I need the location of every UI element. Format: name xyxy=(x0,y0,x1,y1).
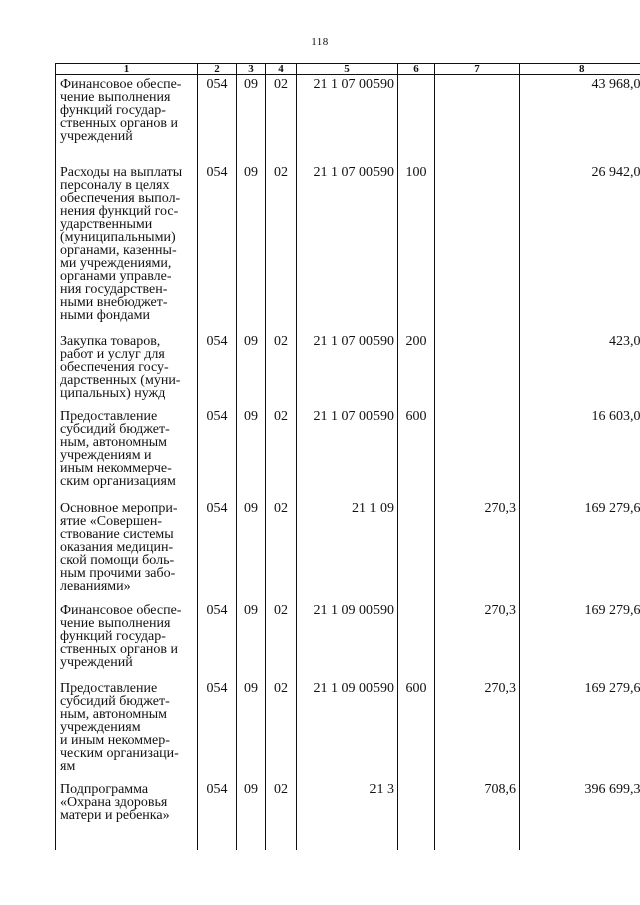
row-name-line: ческим организаци- xyxy=(60,745,179,761)
amount-col-8: 169 279,6 xyxy=(520,499,640,601)
section-code: 09 xyxy=(237,407,266,499)
amount-col-7 xyxy=(435,163,520,332)
row-name-line: Расходы на выплаты xyxy=(60,164,183,180)
expense-type-code: 200 xyxy=(398,332,435,407)
row-name-line: субсидий бюджет- xyxy=(60,421,170,437)
amount-col-7: 270,3 xyxy=(435,601,520,679)
row-name-line: дарственных (муни- xyxy=(60,372,181,388)
row-name xyxy=(56,780,198,850)
section-code: 09 xyxy=(237,499,266,601)
amount-col-8: 169 279,6 xyxy=(520,679,640,780)
budget-table-container xyxy=(55,63,640,850)
row-name-line: обеспечения госу- xyxy=(60,359,169,375)
table-row xyxy=(56,679,640,780)
header-col-4: 4 xyxy=(266,64,297,75)
row-name xyxy=(56,75,198,163)
table-body xyxy=(56,75,640,850)
amount-col-8: 16 603,0 xyxy=(520,407,640,499)
row-name-line: ным прочими забо- xyxy=(60,565,176,581)
expense-type-code xyxy=(398,780,435,850)
row-name-line: ния государствен- xyxy=(60,281,168,297)
ministry-code: 054 xyxy=(198,163,237,332)
row-name-line: ными внебюджет- xyxy=(60,294,168,310)
row-name-line: ным, автономным xyxy=(60,706,168,722)
section-code: 09 xyxy=(237,163,266,332)
header-col-8: 8 xyxy=(520,64,640,75)
row-name-line: органами, казенны- xyxy=(60,242,177,258)
amount-col-7: 708,6 xyxy=(435,780,520,850)
row-name xyxy=(56,499,198,601)
subsection-code: 02 xyxy=(266,163,297,332)
row-name-line: нения функций гос- xyxy=(60,203,179,219)
row-name-line: органами управле- xyxy=(60,268,172,284)
header-col-5: 5 xyxy=(297,64,398,75)
row-name-line: чение выполнения xyxy=(60,615,171,631)
expense-type-code xyxy=(398,601,435,679)
row-name-line: ципальных) нужд xyxy=(60,385,166,401)
row-name-line: функций государ- xyxy=(60,628,166,644)
amount-col-8: 169 279,6 xyxy=(520,601,640,679)
row-name-line: Закупка товаров, xyxy=(60,333,161,349)
row-name-line: «Охрана здоровья xyxy=(60,794,168,810)
subsection-code: 02 xyxy=(266,407,297,499)
amount-col-7 xyxy=(435,332,520,407)
table-row xyxy=(56,332,640,407)
amount-col-8: 26 942,0 xyxy=(520,163,640,332)
section-code: 09 xyxy=(237,75,266,163)
row-name-line: учреждений xyxy=(60,129,133,144)
row-name-line: (муниципальными) xyxy=(60,229,176,245)
amount-col-8: 43 968,0 xyxy=(520,75,640,163)
row-name-line: ствование системы xyxy=(60,526,174,542)
target-article-code: 21 1 07 00590 xyxy=(297,407,398,499)
expense-type-code: 600 xyxy=(398,407,435,499)
expense-type-code: 100 xyxy=(398,163,435,332)
subsection-code: 02 xyxy=(266,679,297,780)
row-name-line: обеспечения выпол- xyxy=(60,190,181,206)
table-row xyxy=(56,75,640,163)
row-name-line: Предоставление xyxy=(60,680,158,696)
target-article-code: 21 3 xyxy=(297,780,398,850)
row-name-line: ми учреждениями, xyxy=(60,255,172,271)
row-name-line: ям xyxy=(60,758,76,774)
row-name-line: ским организациям xyxy=(60,473,176,489)
subsection-code: 02 xyxy=(266,780,297,850)
amount-col-7 xyxy=(435,407,520,499)
expense-type-code: 600 xyxy=(398,679,435,780)
header-row xyxy=(56,64,640,75)
target-article-code: 21 1 07 00590 xyxy=(297,75,398,163)
subsection-code: 02 xyxy=(266,499,297,601)
ministry-code: 054 xyxy=(198,679,237,780)
subsection-code: 02 xyxy=(266,601,297,679)
header-col-2: 2 xyxy=(198,64,237,75)
page-number: 118 xyxy=(311,36,329,48)
amount-col-8: 396 699,3 xyxy=(520,780,640,850)
ministry-code: 054 xyxy=(198,407,237,499)
row-name-line: ударственными xyxy=(60,216,153,232)
target-article-code: 21 1 09 xyxy=(297,499,398,601)
header-col-3: 3 xyxy=(237,64,266,75)
row-name-line: ственных органов и xyxy=(60,641,179,657)
row-name-line: леваниями» xyxy=(60,578,131,594)
target-article-code: 21 1 09 00590 xyxy=(297,679,398,780)
row-name-line: учреждений xyxy=(60,654,133,670)
table-row xyxy=(56,499,640,601)
row-name-line: матери и ребенка» xyxy=(60,807,170,823)
amount-col-8: 423,0 xyxy=(520,332,640,407)
row-name-line: Предоставление xyxy=(60,408,158,424)
row-name-line: оказания медицин- xyxy=(60,539,174,555)
row-name-line: работ и услуг для xyxy=(60,346,165,362)
row-name-line: иным некоммерче- xyxy=(60,460,172,476)
row-name-line: персоналу в целях xyxy=(60,177,170,193)
row-name-line: учреждениям и xyxy=(60,447,152,463)
header-col-7: 7 xyxy=(435,64,520,75)
table-row xyxy=(56,601,640,679)
row-name xyxy=(56,332,198,407)
target-article-code: 21 1 09 00590 xyxy=(297,601,398,679)
row-name xyxy=(56,407,198,499)
budget-table xyxy=(55,63,640,850)
row-name xyxy=(56,679,198,780)
header-col-6: 6 xyxy=(398,64,435,75)
table-row xyxy=(56,163,640,332)
row-name-line: и иным некоммер- xyxy=(60,732,170,748)
row-name-line: чение выполнения xyxy=(60,90,171,105)
row-name-line: ным, автономным xyxy=(60,434,168,450)
row-name-line: Финансовое обеспе- xyxy=(60,602,182,618)
target-article-code: 21 1 07 00590 xyxy=(297,163,398,332)
table-row xyxy=(56,407,640,499)
section-code: 09 xyxy=(237,601,266,679)
row-name-line: субсидий бюджет- xyxy=(60,693,170,709)
target-article-code: 21 1 07 00590 xyxy=(297,332,398,407)
ministry-code: 054 xyxy=(198,332,237,407)
section-code: 09 xyxy=(237,679,266,780)
row-name-line: учреждениям xyxy=(60,719,141,735)
subsection-code: 02 xyxy=(266,332,297,407)
section-code: 09 xyxy=(237,780,266,850)
row-name-line: Основное меропри- xyxy=(60,500,178,516)
ministry-code: 054 xyxy=(198,601,237,679)
amount-col-7 xyxy=(435,75,520,163)
amount-col-7: 270,3 xyxy=(435,679,520,780)
expense-type-code xyxy=(398,499,435,601)
row-name-line: ской помощи боль- xyxy=(60,552,175,568)
row-name-line: ными фондами xyxy=(60,307,151,323)
row-name xyxy=(56,163,198,332)
amount-col-7: 270,3 xyxy=(435,499,520,601)
expense-type-code xyxy=(398,75,435,163)
row-name xyxy=(56,601,198,679)
ministry-code: 054 xyxy=(198,499,237,601)
row-name-line: Подпрограмма xyxy=(60,781,149,797)
row-name-line: ятие «Совершен- xyxy=(60,513,162,529)
table-row xyxy=(56,780,640,850)
row-name-line: Финансовое обеспе- xyxy=(60,77,182,92)
row-name-line: функций государ- xyxy=(60,103,166,118)
header-col-1: 1 xyxy=(56,64,198,75)
row-name-line: ственных органов и xyxy=(60,116,179,131)
ministry-code: 054 xyxy=(198,75,237,163)
section-code: 09 xyxy=(237,332,266,407)
subsection-code: 02 xyxy=(266,75,297,163)
ministry-code: 054 xyxy=(198,780,237,850)
